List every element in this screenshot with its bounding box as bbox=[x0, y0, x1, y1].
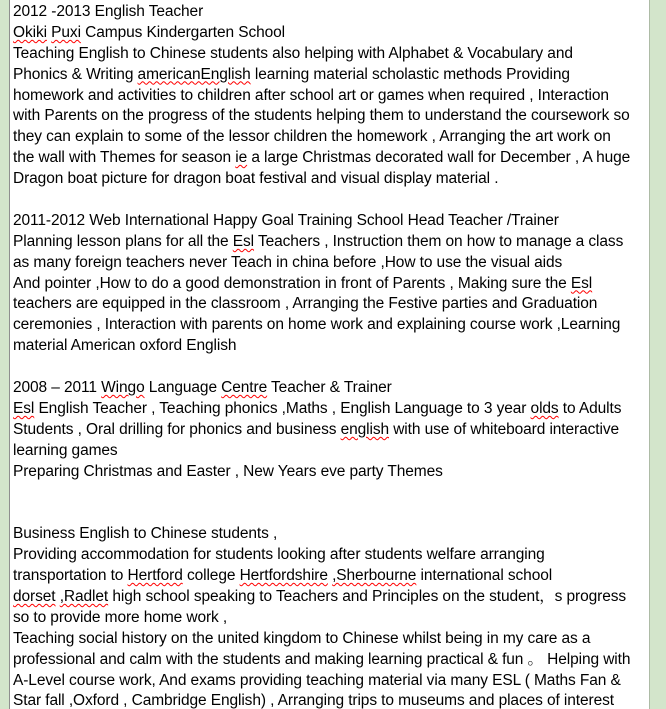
text-segment: Language bbox=[144, 379, 222, 397]
misspelled-word: ,Radlet bbox=[59, 587, 109, 605]
text-segment: And pointer ,How to do a good demonstration in front of Parents , Making sure the bbox=[13, 274, 571, 292]
misspelled-word: olds bbox=[530, 399, 559, 417]
text-segment: English Teacher , Teaching phonics ,Maths , English Language to 3 year bbox=[34, 399, 531, 417]
text-line bbox=[13, 336, 649, 357]
misspelled-word: Wingo bbox=[101, 379, 145, 397]
text-line bbox=[13, 169, 649, 190]
document-text-area[interactable] bbox=[10, 0, 649, 709]
text-line bbox=[13, 545, 649, 566]
text-line bbox=[13, 44, 649, 65]
text-segment: transportation to bbox=[13, 567, 128, 585]
text-line bbox=[13, 441, 649, 462]
text-segment: 2008 – 2011 bbox=[13, 379, 102, 397]
text-line bbox=[13, 274, 649, 295]
misspelled-word: Esl bbox=[570, 274, 593, 292]
text-line bbox=[13, 524, 649, 545]
text-line bbox=[13, 253, 649, 274]
misspelled-word: Okiki bbox=[13, 23, 47, 41]
text-segment: material American oxford English bbox=[13, 337, 237, 355]
text-segment: professional and calm with the students and making learning practical & fun 。 Helping with bbox=[13, 650, 631, 668]
text-line bbox=[13, 629, 649, 650]
text-segment: college bbox=[182, 567, 240, 585]
text-line bbox=[13, 608, 649, 629]
left-margin bbox=[0, 0, 10, 709]
misspelled-word: Hertford bbox=[127, 567, 183, 585]
text-segment: learning games bbox=[13, 441, 118, 459]
text-segment: a large Christmas decorated wall for December , A huge bbox=[247, 149, 631, 167]
misspelled-word: dorset bbox=[13, 587, 56, 605]
text-line bbox=[13, 65, 649, 86]
text-segment: Students , Oral drilling for phonics and business bbox=[13, 420, 341, 438]
text-segment: high school speaking to Teachers and Principles on the student，s progress bbox=[108, 587, 627, 605]
text-line bbox=[13, 482, 649, 503]
misspelled-word: Esl bbox=[232, 232, 255, 250]
misspelled-word: Esl bbox=[13, 399, 35, 417]
text-segment: Dragon boat picture for dragon boat festival and visual display material . bbox=[13, 170, 499, 188]
text-line bbox=[13, 190, 649, 211]
text-line bbox=[13, 399, 649, 420]
text-segment: Teachers , Instruction them on how to manage a class bbox=[254, 232, 624, 250]
text-line bbox=[13, 315, 649, 336]
text-line bbox=[13, 378, 649, 399]
text-segment: Phonics & Writing bbox=[13, 65, 138, 83]
text-segment: Planning lesson plans for all the bbox=[13, 232, 233, 250]
misspelled-word: Puxi bbox=[51, 23, 81, 41]
text-segment: as many foreign teachers never Teach in china before ,How to use the visual aids bbox=[13, 253, 563, 271]
text-segment: with Parents on the progress of the students helping them to understand the coursework so bbox=[13, 107, 630, 125]
misspelled-word: americanEnglish bbox=[137, 65, 251, 83]
text-line bbox=[13, 566, 649, 587]
text-line bbox=[13, 294, 649, 315]
text-line bbox=[13, 357, 649, 378]
text-segment: A-Level course work, And exams providing teaching material via many ESL ( Maths Fan & bbox=[13, 671, 621, 689]
text-segment: Providing accommodation for students looking after students welfare arranging bbox=[13, 546, 545, 564]
text-segment: homework and activities to children after school art or games when required , Interaction bbox=[13, 86, 609, 104]
text-segment: Business English to Chinese students , bbox=[13, 525, 278, 543]
text-segment: teachers are equipped in the classroom , Arranging the Festive parties and Graduation bbox=[13, 295, 598, 313]
text-line bbox=[13, 86, 649, 107]
text-segment: learning material scholastic methods Providing bbox=[250, 65, 570, 83]
text-segment: to Adults bbox=[558, 399, 622, 417]
text-segment: so to provide more home work , bbox=[13, 608, 228, 626]
text-segment: Teacher & Trainer bbox=[267, 379, 392, 397]
text-segment: international school bbox=[416, 567, 553, 585]
misspelled-word: Hertfordshire bbox=[239, 567, 328, 585]
text-line bbox=[13, 148, 649, 169]
misspelled-word: ,Sherbourne bbox=[332, 567, 417, 585]
text-segment: ceremonies , Interaction with parents on home work and explaining course work ,Learning bbox=[13, 316, 621, 334]
text-line bbox=[13, 691, 649, 709]
text-line bbox=[13, 106, 649, 127]
text-segment: Teaching social history on the united kingdom to Chinese whilst being in my care as a bbox=[13, 629, 591, 647]
misspelled-word: Centre bbox=[221, 379, 268, 397]
text-line bbox=[13, 671, 649, 692]
text-line bbox=[13, 462, 649, 483]
right-margin bbox=[649, 0, 666, 709]
text-line bbox=[13, 232, 649, 253]
text-segment: 2011-2012 Web International Happy Goal Training School Head Teacher /Trainer bbox=[13, 211, 559, 229]
text-segment: Teaching English to Chinese students also helping with Alphabet & Vocabulary and bbox=[13, 44, 573, 62]
text-line bbox=[13, 2, 649, 23]
text-line bbox=[13, 503, 649, 524]
text-line bbox=[13, 587, 649, 608]
misspelled-word: english bbox=[340, 420, 389, 438]
text-segment: Campus Kindergarten School bbox=[80, 23, 286, 41]
misspelled-word: ie bbox=[235, 149, 248, 167]
text-line bbox=[13, 420, 649, 441]
text-line bbox=[13, 650, 649, 671]
text-line bbox=[13, 23, 649, 44]
text-segment: the wall with Themes for season bbox=[13, 149, 236, 167]
text-segment: Preparing Christmas and Easter , New Years eve party Themes bbox=[13, 462, 443, 480]
text-segment: 2012 -2013 English Teacher bbox=[13, 3, 204, 20]
text-line bbox=[13, 211, 649, 232]
text-segment: Star fall ,Oxford , Cambridge English) , Arranging trips to museums and places of interest bbox=[13, 692, 614, 709]
text-segment: with use of whiteboard interactive bbox=[389, 420, 619, 438]
text-line bbox=[13, 127, 649, 148]
text-segment: they can explain to some of the lessor children the homework , Arranging the art work on bbox=[13, 128, 611, 146]
